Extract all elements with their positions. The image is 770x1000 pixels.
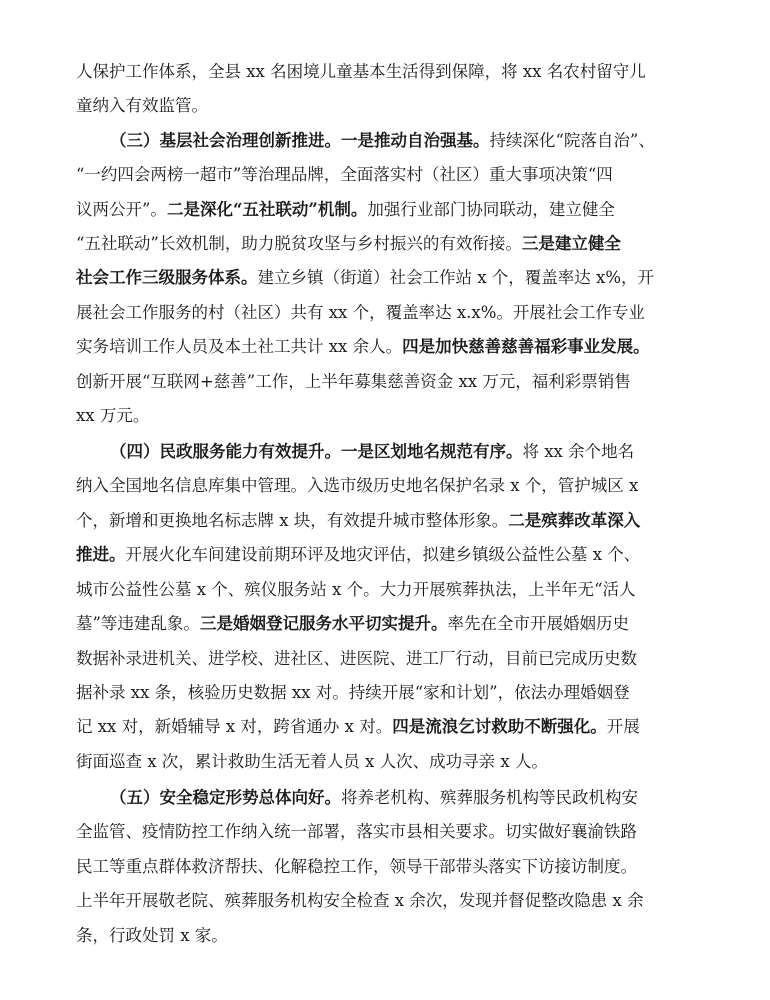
text-line (76, 194, 770, 226)
text-line (76, 746, 770, 778)
text-run: 将 xx 余个地名 (522, 442, 635, 461)
text-run: 议两公开”。 (76, 200, 167, 219)
text-line (76, 159, 770, 191)
bold-run: 三是建立健全 (521, 234, 621, 253)
text-run: “一约四会两榜一超市”等治理品牌，全面落实村（社区）重大事项决策“四 (76, 165, 613, 184)
text-line (76, 851, 770, 883)
text-run: 人保护工作体系，全县 xx 名困境儿童基本生活得到保障，将 xx 名农村留守儿 (76, 62, 646, 81)
paragraph-heading-line (110, 436, 770, 468)
text-line (76, 677, 770, 709)
text-run: 开展 (606, 717, 640, 736)
text-run: 童纳入有效监管。 (76, 96, 208, 115)
text-run: 条，行政处罚 x 家。 (76, 926, 228, 945)
text-line (76, 56, 770, 88)
text-run: 创新开展“互联网+慈善”工作，上半年募集慈善资金 xx 万元，福利彩票销售 (76, 372, 631, 391)
text-run: 墓”等违建乱象。 (76, 614, 200, 633)
text-run: 展社会工作服务的村（社区）共有 xx 个，覆盖率达 x.x%。开展社会工作专业 (76, 303, 645, 322)
bold-run: 四是加快慈善慈善福彩事业发展。 (402, 337, 650, 356)
text-run: 民工等重点群体救济帮扶、化解稳控工作，领导干部带头落实下访接访制度。 (76, 857, 637, 876)
text-line (76, 297, 770, 329)
text-run: 数据补录进机关、进学校、进社区、进医院、进工厂行动，目前已完成历史数 (76, 649, 637, 668)
text-line (76, 885, 770, 917)
text-line (76, 262, 770, 294)
text-run: 建立乡镇（街道）社会工作站 x 个，覆盖率达 x%，开 (257, 268, 655, 287)
text-run: 率先在全市开展婚姻历史 (447, 614, 629, 633)
text-run: 街面巡查 x 次，累计救助生活无着人员 x 人次、成功寻亲 x 人。 (76, 752, 548, 771)
text-line (76, 920, 770, 952)
text-line (76, 505, 770, 537)
text-line (76, 608, 770, 640)
text-run: 记 xx 对，新婚辅导 x 对，跨省通办 x 对。 (76, 717, 393, 736)
text-run: 个，新增和更换地名标志牌 x 块，有效提升城市整体形象。 (76, 511, 509, 530)
text-line (76, 331, 770, 363)
text-run: 持续深化“院落自治”、 (489, 131, 655, 150)
text-run: “五社联动”长效机制，助力脱贫攻坚与乡村振兴的有效衔接。 (76, 234, 522, 253)
text-run: 纳入全国地名信息库集中管理。入选市级历史地名保护名录 x 个，管护城区 x (76, 476, 639, 495)
paragraph-heading-line (110, 125, 770, 157)
text-line (76, 643, 770, 675)
section-heading-3: （三）基层社会治理创新推进。一是推动自治强基。 (110, 131, 490, 150)
text-run: xx 万元。 (76, 406, 150, 425)
text-run: 将养老机构、殡葬服务机构等民政机构安 (341, 788, 638, 807)
section-heading-4: （四）民政服务能力有效提升。一是区划地名规范有序。 (110, 442, 523, 461)
text-line (76, 470, 770, 502)
text-run: 上半年开展敬老院、殡葬服务机构安全检查 x 余次，发现并督促整改隐患 x 余 (76, 891, 644, 910)
text-run: 城市公益性公墓 x 个、殡仪服务站 x 个。大力开展殡葬执法，上半年无“活人 (76, 580, 636, 599)
text-line (76, 711, 770, 743)
bold-run: 三是婚姻登记服务水平切实提升。 (199, 614, 448, 633)
text-line (76, 366, 770, 398)
text-run: 加强行业部门协同联动，建立健全 (367, 200, 615, 219)
text-line (76, 400, 770, 432)
bold-run: 社会工作三级服务体系。 (76, 268, 258, 287)
text-line (76, 816, 770, 848)
text-run: 开展火化车间建设前期环评及地灾评估，拟建乡镇级公益性公墓 x 个、 (125, 545, 641, 564)
text-line (76, 90, 770, 122)
text-run: 全监管、疫情防控工作纳入统一部署，落实市县相关要求。切实做好襄渝铁路 (76, 822, 637, 841)
bold-run: 二是殡葬改革深入 (508, 511, 641, 530)
text-line (76, 539, 770, 571)
text-line (76, 228, 770, 260)
bold-run: 推进。 (76, 545, 126, 564)
text-run: 实务培训工作人员及本土社工共计 xx 余人。 (76, 337, 403, 356)
section-heading-5: （五）安全稳定形势总体向好。 (110, 788, 341, 807)
bold-run: 四是流浪乞讨救助不断强化。 (392, 717, 607, 736)
bold-run: 二是深化“五社联动”机制。 (166, 200, 368, 219)
text-run: 据补录 xx 条，核验历史数据 xx 对。持续开展“家和计划”，依法办理婚姻登 (76, 683, 630, 702)
paragraph-heading-line (110, 782, 770, 814)
text-line (76, 574, 770, 606)
